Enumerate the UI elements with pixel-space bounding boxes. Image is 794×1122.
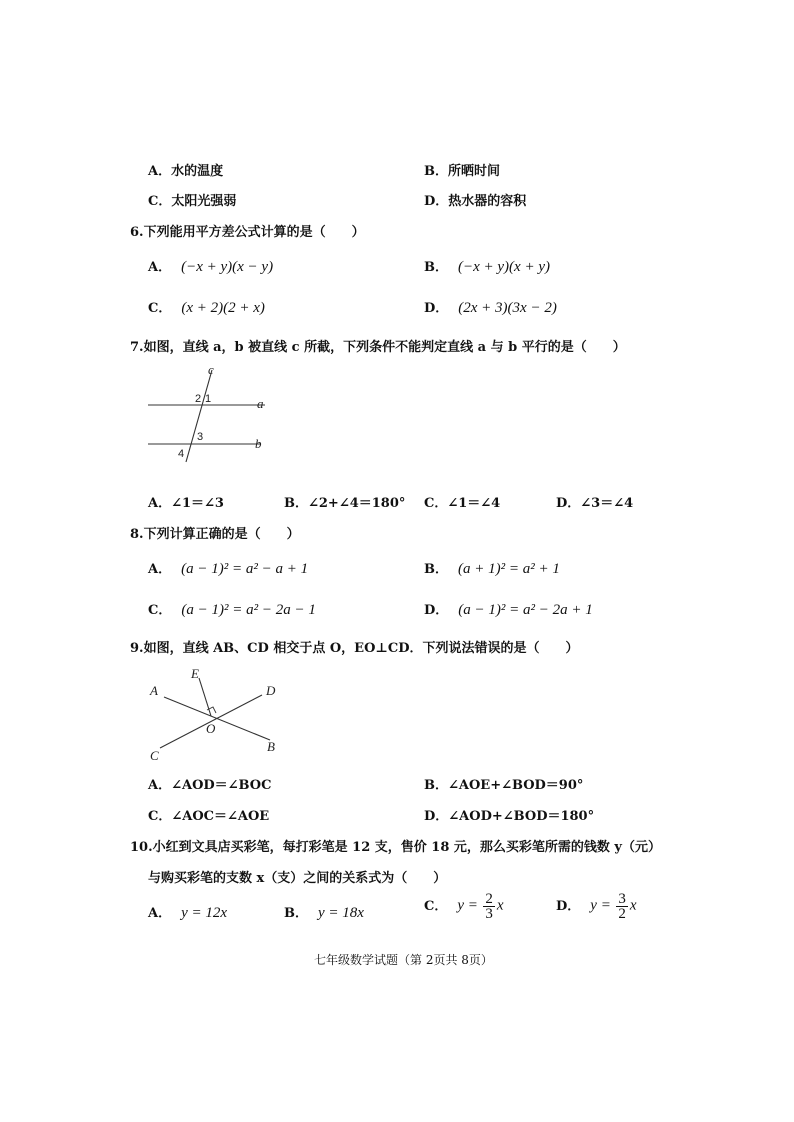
option-letter: C． <box>148 603 172 618</box>
fraction <box>483 892 495 921</box>
label-c: c <box>208 362 214 377</box>
option-expression: (a − 1)² = a² − 2a + 1 <box>458 602 593 618</box>
fraction-numerator: 3 <box>618 891 626 907</box>
option-letter: A． <box>148 906 172 921</box>
q8-option-a <box>148 558 308 578</box>
q7-option-a: A．∠1＝∠3 <box>148 496 224 511</box>
q8-stem: 8.下列计算正确的是（ ） <box>130 527 300 542</box>
fraction <box>616 892 628 921</box>
fraction-numerator: 2 <box>485 891 493 907</box>
option-expression: (a − 1)² = a² − 2a − 1 <box>181 602 316 618</box>
label-b: b <box>255 436 262 451</box>
q9-stem: 9.如图，直线 AB、CD 相交于点 O，EO⊥CD．下列说法错误的是（ ） <box>130 641 579 656</box>
option-rhs: x <box>496 897 504 914</box>
q8-option-d <box>424 599 593 619</box>
angle-2-label: 2 <box>195 393 202 405</box>
q5-option-d: D．热水器的容积 <box>424 194 527 209</box>
fraction-denominator: 3 <box>485 906 493 922</box>
q9-option-b: B．∠AOE+∠BOD＝90° <box>424 778 584 793</box>
q10-option-d <box>556 892 636 921</box>
q5-option-c: C．太阳光强弱 <box>148 194 237 209</box>
option-expression: (x + 2)(2 + x) <box>181 300 265 316</box>
option-rhs: x <box>629 897 637 914</box>
label-c: C <box>150 748 159 763</box>
option-letter: B． <box>424 260 448 275</box>
option-letter: C． <box>424 898 448 914</box>
option-expression: (2x + 3)(3x − 2) <box>458 300 557 316</box>
label-e: E <box>191 666 199 681</box>
q7-option-d: D．∠3＝∠4 <box>556 496 634 511</box>
q7-parallel-lines-figure <box>140 362 280 467</box>
q6-option-d <box>424 297 557 317</box>
q9-intersecting-lines-figure <box>140 660 300 768</box>
label-o: O <box>206 721 216 736</box>
q9-option-a: A．∠AOD＝∠BOC <box>148 778 272 793</box>
q10-option-b <box>284 902 364 922</box>
option-letter: D． <box>424 301 449 316</box>
q6-option-a <box>148 256 273 276</box>
label-a: a <box>257 396 264 411</box>
angle-4-label: 4 <box>178 448 185 460</box>
option-expression: y = 18x <box>318 905 364 921</box>
q6-option-c <box>148 297 265 317</box>
q10-stem-line-1: 10.小红到文具店买彩笔，每打彩笔是 12 支，售价 18 元，那么买彩笔所需的钱数 y（元） <box>130 840 661 855</box>
q10-stem-line-2: 与购买彩笔的支数 x（支）之间的关系式为（ ） <box>148 871 447 886</box>
line-c <box>186 370 212 462</box>
q6-option-b <box>424 256 550 276</box>
option-letter: C． <box>148 301 172 316</box>
q9-option-c: C．∠AOC＝∠AOE <box>148 809 270 824</box>
option-letter: D． <box>424 603 449 618</box>
label-d: D <box>266 683 276 698</box>
q8-option-c <box>148 599 316 619</box>
option-letter: B． <box>424 562 448 577</box>
option-letter: A． <box>148 260 172 275</box>
angle-3-label: 3 <box>197 431 204 443</box>
q6-stem: 6.下列能用平方差公式计算的是（ ） <box>130 225 365 240</box>
option-lhs: y = <box>457 897 478 914</box>
option-expression: (a + 1)² = a² + 1 <box>458 561 560 577</box>
option-letter: A． <box>148 562 172 577</box>
option-letter: D． <box>556 898 581 914</box>
q10-option-c <box>424 892 504 921</box>
label-b: B <box>267 739 275 754</box>
option-expression: (a − 1)² = a² − a + 1 <box>181 561 309 577</box>
q5-option-a: A．水的温度 <box>148 164 224 179</box>
option-expression: y = 12x <box>181 905 228 921</box>
option-expression: (−x + y)(x − y) <box>181 259 274 275</box>
q9-option-d: D．∠AOD+∠BOD＝180° <box>424 809 595 824</box>
q8-option-b <box>424 558 560 578</box>
option-letter: B． <box>284 906 308 921</box>
q7-option-c: C．∠1＝∠4 <box>424 496 501 511</box>
fraction-denominator: 2 <box>618 906 626 922</box>
q7-stem: 7.如图，直线 a，b 被直线 c 所截，下列条件不能判定直线 a 与 b 平行的是（ ） <box>130 340 626 355</box>
option-expression: (−x + y)(x + y) <box>458 259 550 275</box>
label-a: A <box>150 683 158 698</box>
q7-option-b: B．∠2+∠4＝180° <box>284 496 406 511</box>
q5-option-b: B．所晒时间 <box>424 164 500 179</box>
angle-1-label: 1 <box>205 393 212 405</box>
page-footer: 七年级数学试题（第 2页共 8页） <box>314 953 493 967</box>
q10-option-a <box>148 902 227 922</box>
ray-eo <box>199 678 211 716</box>
option-lhs: y = <box>590 897 611 914</box>
